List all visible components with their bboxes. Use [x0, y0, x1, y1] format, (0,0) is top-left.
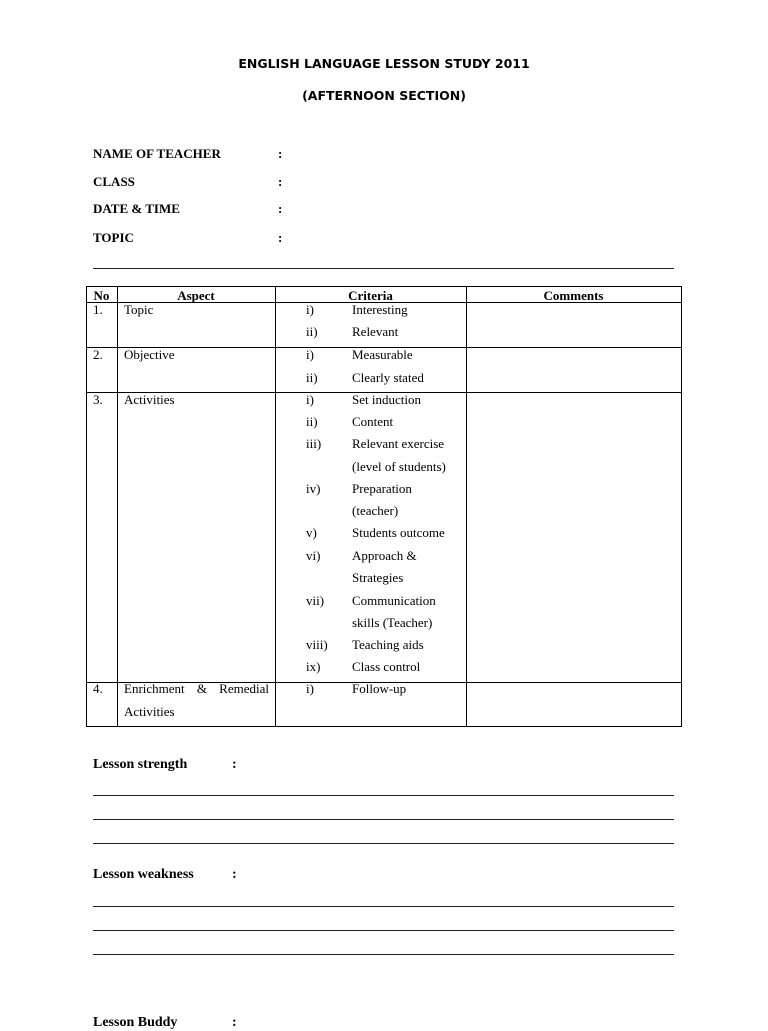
header-comments: Comments	[543, 288, 604, 303]
lesson-weakness-label: Lesson weakness	[93, 867, 194, 882]
lesson-buddy-colon: :	[232, 1015, 237, 1030]
header-criteria: Criteria	[348, 288, 393, 303]
document-subtitle: (AFTERNOON SECTION)	[302, 88, 466, 103]
criteria-text-continued: (level of students)	[352, 459, 446, 474]
criteria-text: Relevant exercise	[352, 436, 445, 451]
table-col-divider	[466, 286, 467, 727]
lesson-weakness-line	[93, 954, 674, 955]
row-aspect: Objective	[124, 347, 175, 362]
criteria-number: ix)	[306, 659, 321, 674]
header-aspect: Aspect	[177, 288, 215, 303]
topic-colon: :	[278, 230, 283, 245]
lesson-strength-label: Lesson strength	[93, 757, 188, 772]
criteria-number: iii)	[306, 436, 322, 451]
row-aspect: Activities	[124, 392, 175, 407]
criteria-text: Clearly stated	[352, 370, 424, 385]
criteria-number: vi)	[306, 548, 321, 563]
criteria-text: Students outcome	[352, 525, 445, 540]
document-title: ENGLISH LANGUAGE LESSON STUDY 2011	[238, 56, 530, 71]
criteria-text: Preparation	[352, 481, 412, 496]
lesson-weakness-line	[93, 930, 674, 931]
teacher-name-label: NAME OF TEACHER	[93, 146, 221, 161]
lesson-weakness-colon: :	[232, 867, 237, 882]
class-label: CLASS	[93, 174, 135, 189]
criteria-number: ii)	[306, 324, 318, 339]
row-number: 2.	[93, 347, 103, 362]
row-aspect: Enrichment & Remedial	[124, 681, 269, 696]
date-time-colon: :	[278, 201, 283, 216]
table-col-divider	[275, 286, 276, 727]
criteria-number: ii)	[306, 370, 318, 385]
criteria-number: viii)	[306, 637, 328, 652]
criteria-text: Approach &	[352, 548, 417, 563]
lesson-buddy-label: Lesson Buddy	[93, 1015, 178, 1030]
criteria-text: Content	[352, 414, 394, 429]
criteria-number: iv)	[306, 481, 321, 496]
lesson-strength-colon: :	[232, 757, 237, 772]
table-col-divider	[117, 286, 118, 727]
date-time-label: DATE & TIME	[93, 201, 180, 216]
row-number: 1.	[93, 302, 103, 317]
lesson-strength-line	[93, 795, 674, 796]
header-no: No	[93, 288, 110, 303]
criteria-text-continued: Strategies	[352, 570, 404, 585]
lesson-weakness-line	[93, 906, 674, 907]
criteria-text: Class control	[352, 659, 421, 674]
table-border-bottom	[86, 726, 682, 727]
class-colon: :	[278, 174, 283, 189]
row-number: 4.	[93, 681, 103, 696]
criteria-text: Set induction	[352, 392, 421, 407]
criteria-text: Communication	[352, 593, 436, 608]
criteria-number: i)	[306, 347, 314, 362]
criteria-text: Teaching aids	[352, 637, 424, 652]
criteria-text: Interesting	[352, 302, 408, 317]
table-border-left	[86, 286, 87, 727]
row-number: 3.	[93, 392, 103, 407]
criteria-text: Relevant	[352, 324, 399, 339]
table-border-right	[681, 286, 682, 727]
criteria-number: v)	[306, 525, 317, 540]
criteria-text-continued: (teacher)	[352, 503, 399, 518]
criteria-number: i)	[306, 302, 314, 317]
row-aspect-continued: Activities	[124, 704, 175, 719]
criteria-number: i)	[306, 392, 314, 407]
criteria-text: Follow-up	[352, 681, 407, 696]
criteria-text-continued: skills (Teacher)	[352, 615, 433, 630]
criteria-number: ii)	[306, 414, 318, 429]
lesson-strength-line	[93, 819, 674, 820]
header-divider	[93, 268, 674, 269]
row-aspect: Topic	[124, 302, 154, 317]
criteria-number: vii)	[306, 593, 325, 608]
criteria-number: i)	[306, 681, 314, 696]
criteria-text: Measurable	[352, 347, 413, 362]
table-border-top	[86, 286, 682, 287]
topic-label: TOPIC	[93, 230, 134, 245]
lesson-strength-line	[93, 843, 674, 844]
teacher-name-colon: :	[278, 146, 283, 161]
